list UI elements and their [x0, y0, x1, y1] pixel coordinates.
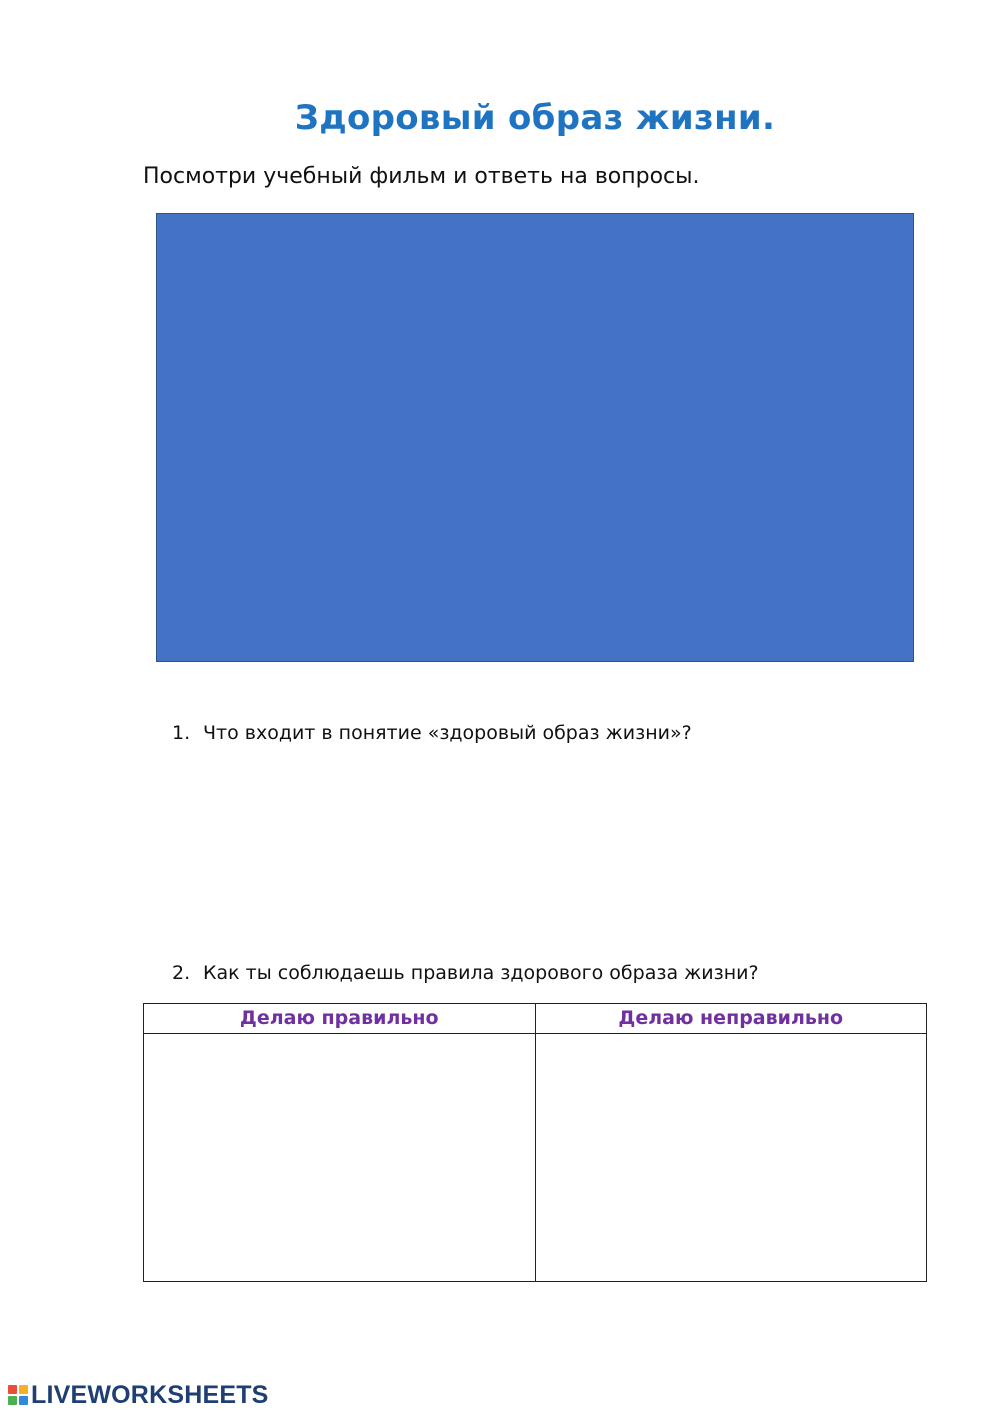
question-2	[172, 962, 759, 984]
answer-table	[143, 1003, 927, 1282]
header-correct: Делаю правильно	[239, 1007, 439, 1029]
question-text: Что входит в понятие «здоровый образ жизни»?	[203, 722, 692, 744]
question-number: 2.	[172, 962, 191, 984]
question-text: Как ты соблюдаешь правила здорового образа жизни?	[203, 962, 759, 984]
logo-block	[8, 1396, 17, 1405]
video-placeholder[interactable]	[156, 213, 914, 662]
logo-block	[19, 1396, 28, 1405]
table-header-row	[144, 1004, 926, 1034]
logo-block	[19, 1385, 28, 1394]
question-number: 1.	[172, 722, 191, 744]
header-incorrect: Делаю неправильно	[535, 1004, 927, 1033]
answer-area-1[interactable]	[203, 760, 903, 940]
answer-cell-correct[interactable]	[144, 1034, 535, 1281]
logo-text: LIVEWORKSHEETS	[31, 1380, 269, 1409]
instructions: Посмотри учебный фильм и ответь на вопросы.	[143, 164, 700, 189]
liveworksheets-logo	[8, 1380, 269, 1410]
logo-blocks-icon	[8, 1385, 28, 1405]
answer-cell-incorrect[interactable]	[535, 1034, 927, 1281]
table-body-row	[144, 1034, 926, 1281]
question-1	[172, 722, 692, 744]
logo-block	[8, 1385, 17, 1394]
page-title: Здоровый образ жизни.	[294, 98, 776, 138]
